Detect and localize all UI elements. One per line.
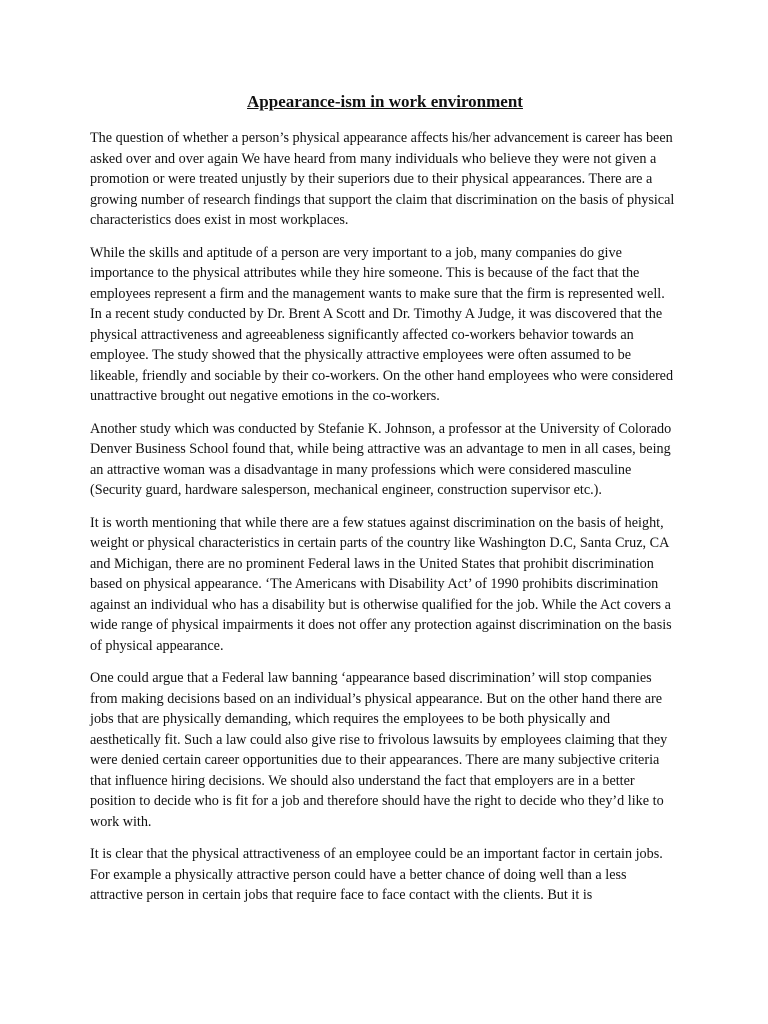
document-title: Appearance-ism in work environment (247, 92, 523, 111)
paragraph-2: While the skills and aptitude of a person are very important to a job, many companies do give importance to the physical attributes while they hire someone. This is because of the fact that the employees represent a firm and the management wants to make sure that the firm is represented well. In a recent study conducted by Dr. Brent A Scott and Dr. Timothy A Judge, it was discovered that the physical attractiveness and agreeableness significantly affected co-workers behavior towards an employee. The study showed that the physically attractive employees were often assumed to be likeable, friendly and sociable by their co-workers. On the other hand employees who were considered unattractive brought out negative emotions in the co-workers. (90, 244, 674, 404)
paragraph-1: The question of whether a person’s physical appearance affects his/her advancement is career has been asked over and over again We have heard from many individuals who believe they were not given a promotion or were treated unjustly by their superiors due to their physical appearances. There are a growing number of research findings that support the claim that discrimination on the basis of physical characteristics does exist in most workplaces. (90, 130, 675, 228)
paragraph-5: One could argue that a Federal law banning ‘appearance based discrimination’ will stop companies from making decisions based on an individual’s physical appearance. But on the other hand there are jobs that are physically demanding, which requires the employees to be both physically and aesthetically fit. Such a law could also give rise to frivolous lawsuits by employees claiming that they were denied certain career opportunities due to their appearances. There are many subjective criteria that influence hiring decisions. We should also understand the fact that employers are in a better position to decide who is fit for a job and therefore should have the right to decide who they’d like to work with. (90, 670, 668, 830)
paragraph-4: It is worth mentioning that while there are a few statues against discrimination on the basis of height, weight or physical characteristics in certain parts of the country like Washington D.C, Santa Cruz, CA and Michigan, there are no prominent Federal laws in the United States that prohibit discrimination based on physical appearance. ‘The Americans with Disability Act’ of 1990 prohibits discrimination against an individual who has a disability but is otherwise qualified for the job. While the Act covers a wide range of physical impairments it does not offer any protection against discrimination on the basis of physical appearance. (90, 514, 672, 654)
paragraph-3: Another study which was conducted by Stefanie K. Johnson, a professor at the University of Colorado Denver Business School found that, while being attractive was an advantage to men in all cases, being an attractive woman was a disadvantage in many professions which were considered masculine (Security guard, hardware salesperson, mechanical engineer, construction supervisor etc.). (90, 420, 672, 498)
paragraph-6: It is clear that the physical attractiveness of an employee could be an important factor in certain jobs. For example a physically attractive person could have a better chance of doing well than a less attractive person in certain jobs that require face to face contact with the clients. But it is (90, 846, 663, 903)
document-page (90, 90, 680, 918)
